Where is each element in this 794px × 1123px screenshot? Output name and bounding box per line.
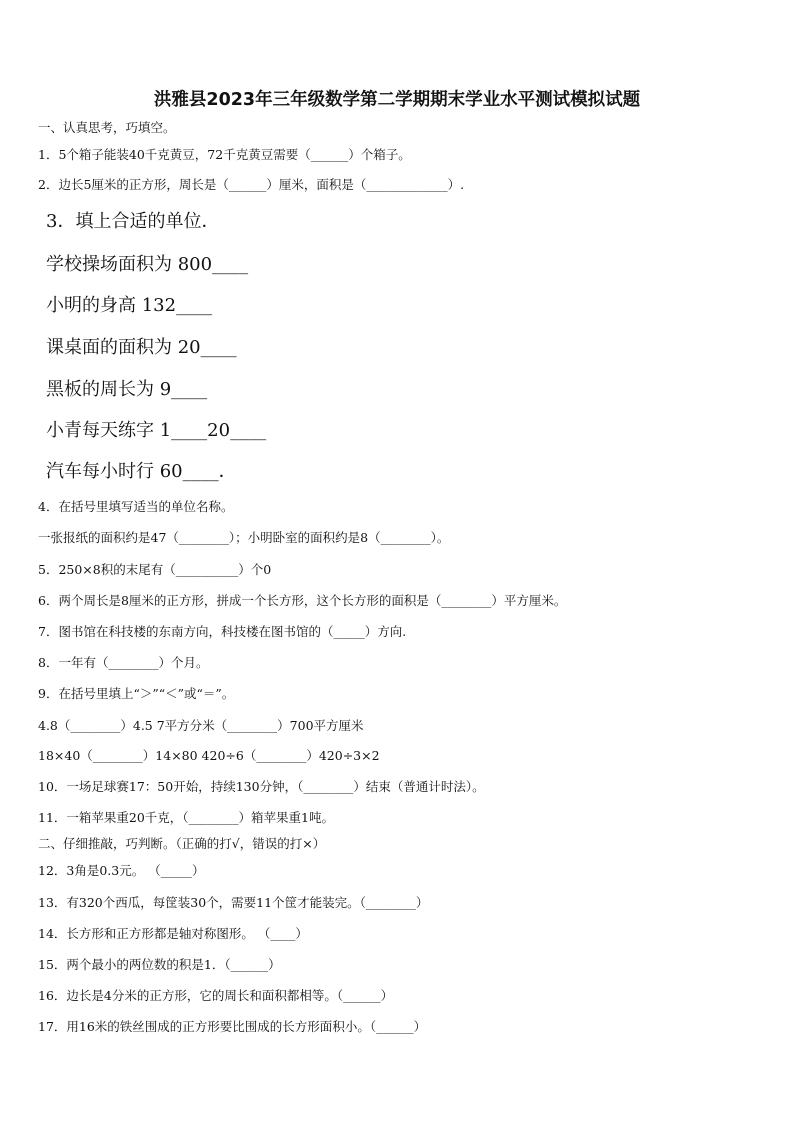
question-3-item: 课桌面的面积为 20____ — [46, 337, 237, 358]
question-17: 17．用16米的铁丝围成的正方形要比围成的长方形面积小。（______） — [38, 1019, 427, 1034]
question-16: 16．边长是4分米的正方形，它的周长和面积都相等。（______） — [38, 988, 394, 1003]
question-11: 11．一箱苹果重20千克，（________）箱苹果重1吨。 — [38, 810, 335, 825]
question-2: 2．边长5厘米的正方形，周长是（______）厘米，面积是（_____________）. — [38, 177, 465, 192]
question-4-line: 一张报纸的面积约是47（________）；小明卧室的面积约是8（________）。 — [38, 530, 450, 545]
question-9-row: 18×40（________）14×80 420÷6（________）420÷3×2 — [38, 748, 380, 763]
question-1: 1．5个箱子能装40千克黄豆，72千克黄豆需要（______）个箱子。 — [38, 147, 411, 162]
question-13: 13．有320个西瓜，每筐装30个，需要11个筐才能装完。（________） — [38, 895, 429, 910]
question-10: 10．一场足球赛17：50开始，持续130分钟，（________）结束（普通计时法）。 — [38, 779, 485, 794]
question-15: 15．两个最小的两位数的积是1．（______） — [38, 957, 281, 972]
question-14: 14．长方形和正方形都是轴对称图形。 （____） — [38, 926, 308, 941]
question-9-row: 4.8（________）4.5 7平方分米（________）700平方厘米 — [38, 718, 364, 733]
question-3-item: 黑板的周长为 9____ — [46, 379, 208, 400]
question-5: 5．250×8积的末尾有（__________）个0 — [38, 562, 272, 577]
section-1-heading: 一、认真思考，巧填空。 — [38, 120, 176, 135]
question-4: 4．在括号里填写适当的单位名称。 — [38, 499, 234, 514]
question-9: 9．在括号里填上“＞”“＜”或“＝”。 — [38, 686, 235, 701]
question-12: 12．3角是0.3元。 （_____） — [38, 863, 205, 878]
question-3-heading: 3．填上合适的单位． — [46, 211, 220, 232]
page-title: 洪雅县2023年三年级数学第二学期期末学业水平测试模拟试题 — [153, 90, 641, 110]
question-7: 7．图书馆在科技楼的东南方向，科技楼在图书馆的（_____）方向. — [38, 624, 407, 639]
question-3-item: 小青每天练字 1____20____ — [46, 420, 267, 441]
question-3-item: 学校操场面积为 800____ — [46, 254, 249, 275]
section-2-heading: 二、仔细推敲，巧判断。（正确的打√，错误的打×） — [38, 836, 326, 851]
question-6: 6．两个周长是8厘米的正方形，拼成一个长方形，这个长方形的面积是（________）平方厘米。 — [38, 593, 567, 608]
question-8: 8．一年有（________）个月。 — [38, 655, 209, 670]
question-3-item: 汽车每小时行 60____． — [46, 461, 237, 482]
question-3-item: 小明的身高 132____ — [46, 295, 213, 316]
